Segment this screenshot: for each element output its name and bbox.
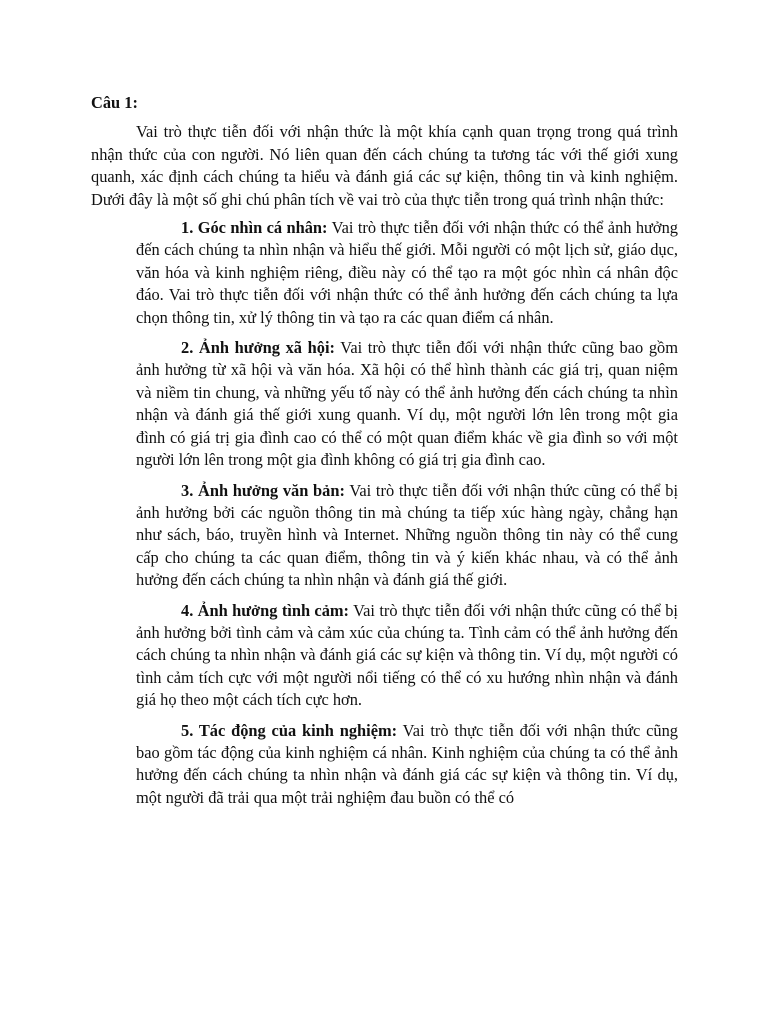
list-item-text: Vai trò thực tiễn đối với nhận thức có thể ảnh hưởng đến cách chúng ta nhìn nhận và hiểu thế giới. Mỗi người có một lịch sử, giáo dục, văn hóa và kinh nghiệm riêng, điều này có thể tạo ra một góc nhìn cá nhân độc đáo. Vai trò thực tiễn đối với nhận thức có thể ảnh hưởng đến cách chúng ta lựa chọn thông tin, xử lý thông tin và tạo ra các quan điểm cá nhân. xyxy=(136,218,678,327)
analysis-list xyxy=(91,217,678,809)
list-item xyxy=(136,480,678,592)
list-item-title: 5. Tác động của kinh nghiệm: xyxy=(181,720,398,740)
question-heading: Câu 1: xyxy=(91,93,138,112)
list-item xyxy=(136,600,678,712)
list-item xyxy=(136,217,678,329)
list-item xyxy=(136,337,678,471)
list-item-title: 4. Ảnh hưởng tình cảm: xyxy=(181,600,350,620)
document-page xyxy=(91,92,678,817)
list-item-text: Vai trò thực tiễn đối với nhận thức cũng có thể bị ảnh hưởng bởi các nguồn thông tin mà chúng ta tiếp xúc hàng ngày, chẳng hạn như sách, báo, truyền hình và Internet. Những nguồn thông tin này có thể cung cấp cho chúng ta các quan điểm, thông tin và ý kiến khác nhau, và có thể ảnh hưởng đến cách chúng ta nhìn nhận và đánh giá thế giới. xyxy=(136,480,678,590)
list-item-title: 2. Ảnh hưởng xã hội: xyxy=(181,338,335,358)
list-item-title: 1. Góc nhìn cá nhân: xyxy=(181,218,328,238)
list-item-text: Vai trò thực tiễn đối với nhận thức cũng có thể bị ảnh hưởng bởi tình cảm và cảm xúc của chúng ta. Tình cảm có thể ảnh hưởng đến cách chúng ta nhìn nhận và đánh giá các sự kiện và thông tin. Ví dụ, một người có tình cảm tích cực với một người nổi tiếng có thể có xu hướng nhìn nhận và đánh giá họ theo một cách tích cực hơn. xyxy=(136,600,678,710)
list-item-text: Vai trò thực tiễn đối với nhận thức cũng bao gồm tác động của kinh nghiệm cá nhân. Kinh nghiệm của chúng ta có thể ảnh hưởng đến cách chúng ta nhìn nhận và đánh giá các sự kiện và thông tin. Ví dụ, một người đã trải qua một trải nghiệm đau buồn có thể có xyxy=(136,720,678,807)
list-item-text: Vai trò thực tiễn đối với nhận thức cũng bao gồm ảnh hưởng từ xã hội và văn hóa. Xã hội có thể hình thành các giá trị, quan niệm và niềm tin chung, và những yếu tố này có thể ảnh hưởng đến cách chúng ta nhìn nhận và đánh giá thế giới xung quanh. Ví dụ, một người lớn lên trong một gia đình có giá trị gia đình cao có thể có một quan điểm khác về gia đình so với một người lớn lên trong một gia đình không có giá trị gia đình cao. xyxy=(136,338,678,470)
list-item-title: 3. Ảnh hưởng văn bản: xyxy=(181,480,345,500)
intro-paragraph: Vai trò thực tiễn đối với nhận thức là một khía cạnh quan trọng trong quá trình nhận thức của con người. Nó liên quan đến cách chúng ta tương tác với thế giới xung quanh, xác định cách chúng ta hiểu và đánh giá các sự kiện, thông tin và kinh nghiệm. Dưới đây là một số ghi chú phân tích về vai trò của thực tiễn trong quá trình nhận thức: xyxy=(91,122,678,209)
list-item xyxy=(136,720,678,810)
